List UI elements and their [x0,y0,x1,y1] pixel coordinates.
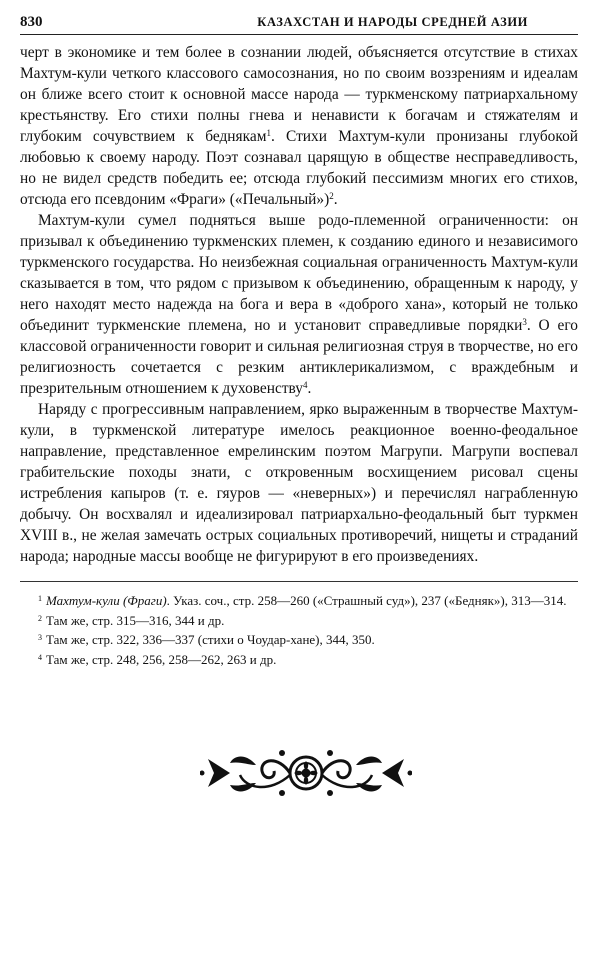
footnote-2: $^2$ Там же, стр. 315—316, 344 и др. [38,612,225,628]
footnote-4: $^4$ Там же, стр. 248, 256, 258—262, 263 и др. [38,651,277,667]
body-text [20,42,578,567]
footnote-3: $^3$ Там же, стр. 322, 336—337 (стихи о Чоудар-хане), 344, 350. [38,632,375,647]
footnotes [20,581,578,668]
page-number: 830 [20,14,43,30]
floral-vignette-icon [200,745,412,801]
footnote-1: $^1$ Махтум-кули (Фраги). Указ. соч., стр. 258—260 («Страшный суд»), 237 («Бедняк»), 313—314. [38,593,567,608]
running-title: КАЗАХСТАН И НАРОДЫ СРЕДНЕЙ АЗИИ [257,15,528,29]
paragraph-1: черт в экономике и тем более в сознании людей, объясняется отсутствие в стихах Махтум-кули четкого классового самосознания, но по своим воззрениям и идеалам он ближе всего стоит к основной массе народа — туркменскому патриархальному крестьянству. Его стихи полны гнева и ненависти к богачам и стяжателям и глубоким сочувствием к беднякам$^1$. Стихи Махтум-кули пронизаны глубокой любовью к своему народу. Поэт сознавал царящую в обществе несправедливость, но не видел средств победить ее; отсюда глубокий пессимизм многих его стихов, отсюда его псевдоним «Фраги» («Печальный»)$^2$. [20,44,578,208]
running-header [20,14,578,35]
footnote-ref: 2 [329,191,334,201]
paragraph-3: Наряду с прогрессивным направлением, ярко выраженным в творчестве Махтум-кули, в туркменской литературе имелось реакционное военно-феодальное направление, представленное емрелинским поэтом Магрупи. Магрупи воспевал грабительские походы знати, с откровенным восхищением рисовал сцены истребления капыров (т. е. гяуров — «неверных») и перечислял награбленную добычу. Он восхвалял и идеализировал патриархально-феодальный быт туркмен XVIII в., не желая замечать острых социальных противоречий, нищеты и страданий народа; народные массы вообще не фигурируют в его произведениях. [20,401,578,565]
footnote-ref: 1 [266,128,271,138]
footnote-ref: 3 [522,317,527,327]
footnote-ref: 4 [303,380,308,390]
book-page [20,14,578,668]
paragraph-2: Махтум-кули сумел подняться выше родо-племенной ограниченности: он призывал к объединению туркменских племен, к созданию единого и независимого туркменского государства. Но неизбежная социальная ограниченность Махтум-кули сказывается в том, что рядом с призывом к объединению, обращенным к народу, у него находят место надежда на бога и вера в «доброго хана», который не только объединит туркменские племена, но и установит справедливые порядки$^3$. О его классовой ограниченности говорит и сильная религиозная струя в творчестве, но его религиозность сочетается с резким антиклерикализмом, с враждебным и презрительным отношением к духовенству$^4$. [20,212,579,397]
